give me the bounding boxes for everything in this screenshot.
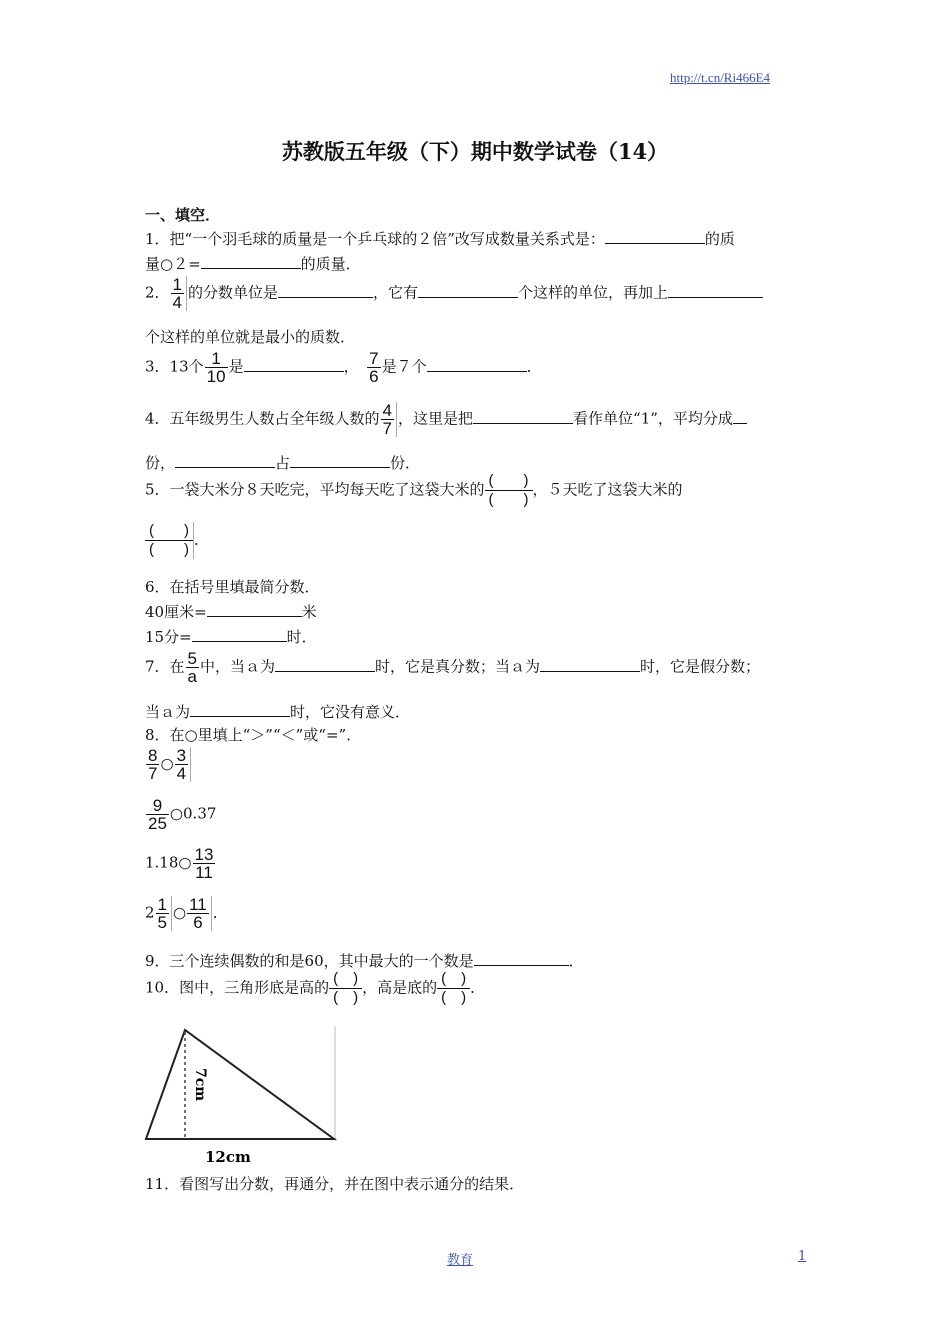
- q3-text-d: ．: [526, 357, 542, 376]
- fraction: $\frac{11}{6}$: [187, 896, 212, 931]
- blank-fraction[interactable]: ( ) ( ): [329, 970, 362, 1007]
- q6-text-b: 40厘米=: [145, 603, 207, 621]
- fraction: $\frac{13}{11}$: [194, 845, 214, 882]
- height-label: 7cm: [192, 1068, 208, 1102]
- question-7-line-1: [145, 650, 760, 685]
- question-5-line-1: [145, 472, 683, 509]
- question-8-title: 8．在○里填上“＞”“＜”或“=”．: [145, 726, 362, 744]
- compare-circle[interactable]: ○: [173, 903, 187, 922]
- compare-row-3: [145, 846, 216, 881]
- fraction: $\frac{7}{6}$: [369, 349, 379, 386]
- question-10: [145, 970, 485, 1007]
- fraction: $\frac{5}{a}$: [187, 649, 198, 686]
- answer-blank[interactable]: [474, 950, 569, 966]
- answer-blank[interactable]: [192, 626, 287, 642]
- question-1-line-1: [145, 228, 735, 249]
- answer-blank[interactable]: [275, 656, 375, 672]
- q7-text: 中，当ａ为: [200, 657, 276, 676]
- blank-fraction[interactable]: ( ) ( ): [485, 472, 533, 509]
- answer-blank[interactable]: [540, 656, 640, 672]
- q3-text: 是: [228, 357, 244, 376]
- question-4-line-1: [145, 402, 747, 437]
- question-9: [145, 950, 584, 971]
- page-title: 苏教版五年级（下）期中数学试卷（14）: [281, 139, 669, 164]
- compare-row-4: 2 $\frac{1}{5}$ ○ $\frac{11}{6}$ ．: [145, 895, 228, 932]
- answer-blank[interactable]: [427, 356, 527, 372]
- question-11: 11．看图写出分数，再通分，并在图中表示通分的结果．: [145, 1175, 525, 1193]
- q3-number: 3．13个: [145, 357, 204, 376]
- q7-text-d: 当ａ为: [145, 703, 191, 721]
- answer-blank[interactable]: [605, 228, 705, 244]
- q5-text-c: ．: [194, 530, 210, 549]
- compare-circle[interactable]: 1.18○: [145, 853, 192, 872]
- answer-blank[interactable]: [418, 282, 518, 298]
- section-heading: 一、填空．: [145, 206, 221, 224]
- q4-text-e: 占: [275, 454, 291, 472]
- answer-blank[interactable]: [190, 701, 290, 717]
- triangle-figure: [143, 1026, 338, 1166]
- q2-text-c: 个这样的单位，再加上: [518, 283, 669, 302]
- question-3: [145, 350, 542, 385]
- q2-number: 2．: [145, 283, 170, 302]
- q7-text-c: 时，它是假分数；: [640, 657, 761, 676]
- question-7-line-2: [145, 701, 410, 722]
- answer-blank[interactable]: [733, 408, 747, 424]
- q10-text-b: ，高是底的: [362, 978, 438, 997]
- question-4-line-2: [145, 452, 420, 473]
- q5-text: 5．一袋大米分８天吃完，平均每天吃了这袋大米的: [145, 480, 485, 499]
- q4-text-c: 看作单位“1”，平均分成: [573, 409, 733, 428]
- question-6-title: 6．在括号里填最简分数．: [145, 578, 320, 596]
- question-6-part-2: [145, 626, 317, 647]
- compare-circle[interactable]: ○0.37: [169, 804, 217, 823]
- q4-text-d: 份，: [145, 454, 176, 472]
- source-url-link[interactable]: http://t.cn/Ri466E4: [670, 70, 771, 85]
- q1-text: 1．把“一个羽毛球的质量是一个乒乓球的２倍”改写成数量关系式是：: [145, 230, 605, 248]
- answer-blank[interactable]: [473, 408, 573, 424]
- q1-text-b: 的质: [704, 230, 735, 248]
- fraction: $\frac{1}{10}$: [206, 349, 226, 386]
- q2-text-b: ，它有: [373, 283, 419, 302]
- answer-blank[interactable]: [207, 601, 302, 617]
- q1-text-d: 的质量．: [300, 255, 361, 273]
- answer-blank[interactable]: [244, 356, 344, 372]
- q2-text-d: 个这样的单位就是最小的质数．: [145, 328, 356, 346]
- answer-blank[interactable]: [175, 452, 275, 468]
- base-label: 12cm: [205, 1148, 251, 1166]
- fraction: $\frac{8}{7}$: [148, 746, 158, 783]
- q10-text: 10．图中，三角形底是高的: [145, 978, 330, 997]
- q4-text-b: ，这里是把: [398, 409, 474, 428]
- q7-text-e: 时，它没有意义．: [290, 703, 411, 721]
- blank-fraction[interactable]: ( ) ( ): [437, 970, 470, 1007]
- mixed-whole: 2: [145, 903, 155, 922]
- q6-text-c: 米: [301, 603, 317, 621]
- q4-text-f: 份．: [390, 454, 421, 472]
- answer-blank[interactable]: [290, 452, 390, 468]
- q2-text: 的分数单位是: [188, 283, 279, 302]
- fraction: $\frac{4}{7}$: [381, 402, 397, 437]
- compare-row-2: [145, 797, 216, 832]
- fraction: $\frac{9}{25}$: [148, 796, 167, 833]
- q3-text-b: ，: [343, 357, 352, 376]
- triangle: [146, 1030, 334, 1139]
- compare-row-1: [145, 747, 192, 782]
- compare-circle[interactable]: ○: [160, 754, 174, 773]
- q7-number: 7．在: [145, 657, 185, 676]
- answer-blank[interactable]: [278, 282, 373, 298]
- q9-text-b: ．: [568, 952, 584, 970]
- fraction: $\frac{1}{4}$: [171, 276, 187, 311]
- fraction: $\frac{3}{4}$: [175, 747, 191, 782]
- q6-text-e: 时．: [286, 628, 317, 646]
- q3-text-c: 是７个: [381, 357, 427, 376]
- footer-link[interactable]: 教育: [447, 1253, 474, 1268]
- q5-text-b: ，５天吃了这袋大米的: [532, 480, 683, 499]
- q6-text-d: 15分=: [145, 628, 192, 646]
- q10-text-c: ．: [470, 978, 486, 997]
- question-1-line-2: [145, 253, 361, 274]
- q9-text: 9．三个连续偶数的和是60，其中最大的一个数是: [145, 952, 474, 970]
- q1-text-c: 量○２=: [145, 255, 201, 273]
- fraction: $\frac{1}{5}$: [156, 896, 172, 931]
- answer-blank[interactable]: [201, 253, 301, 269]
- q7-text-b: 时，它是真分数；当ａ为: [375, 657, 541, 676]
- answer-blank[interactable]: [668, 282, 763, 298]
- question-5-line-2: [145, 522, 209, 559]
- question-2-line-2: [145, 327, 355, 347]
- question-6-part-1: [145, 601, 317, 622]
- blank-fraction[interactable]: ( ) ( ): [145, 522, 194, 559]
- question-2-line-1: [145, 276, 763, 311]
- page-number: 1: [798, 1249, 807, 1264]
- q4-text: 4．五年级男生人数占全年级人数的: [145, 409, 380, 428]
